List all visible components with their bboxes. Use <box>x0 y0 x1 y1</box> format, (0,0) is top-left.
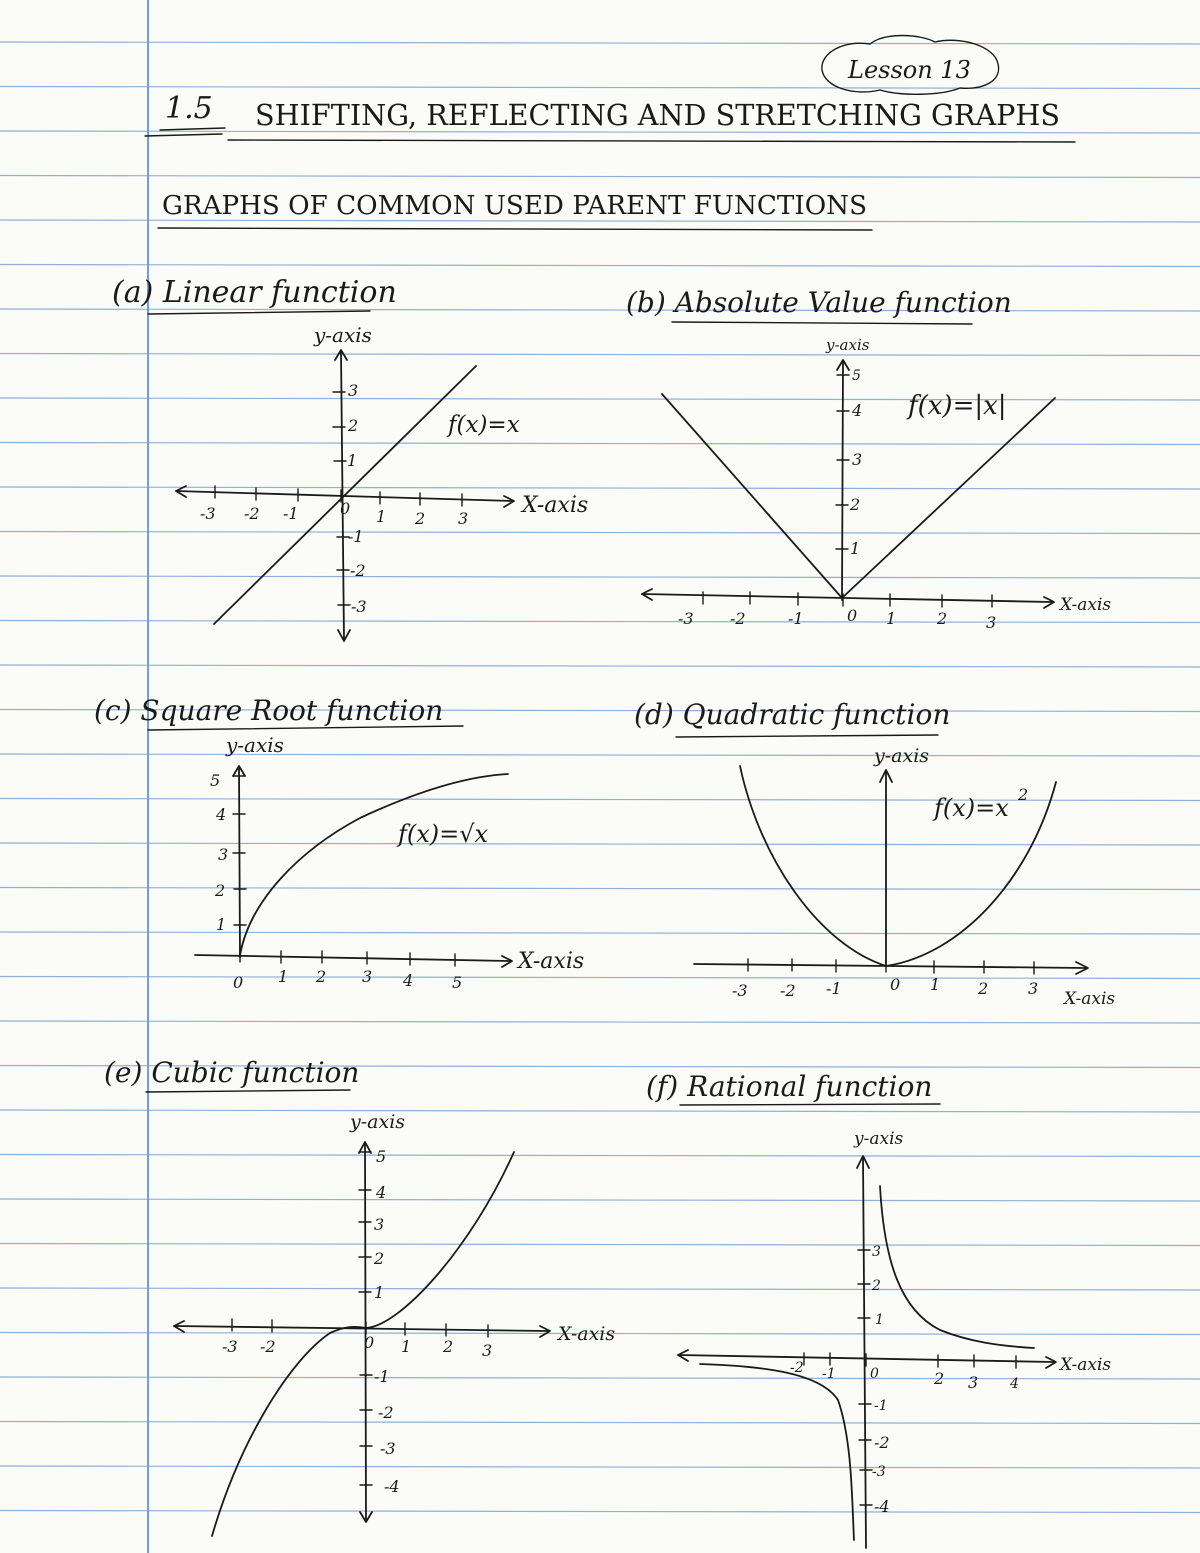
graph-d-x-tick-label: 1 <box>930 975 941 994</box>
graph-e-y-tick-label: -4 <box>384 1477 400 1496</box>
graph-f-x-tick-label: 4 <box>1010 1376 1019 1392</box>
graph-f-x-tick-label: 3 <box>968 1373 979 1392</box>
graph-f-y-axis-label: y-axis <box>854 1129 904 1149</box>
graph-b-y-axis-label: y-axis <box>826 336 870 354</box>
graph-c-y-axis-label: y-axis <box>226 733 284 757</box>
graph-e-y-tick-label: -1 <box>374 1367 390 1386</box>
graph-a-x-axis-label: X-axis <box>522 493 589 518</box>
graph-f-y-tick-label: -1 <box>874 1398 888 1414</box>
graph-linear <box>112 275 588 641</box>
graph-b-x-tick-label: -1 <box>788 609 804 628</box>
graph-b-y-tick-label: 4 <box>852 401 863 420</box>
graph-b-label: (b) Absolute Value function <box>626 286 1012 319</box>
graph-f-x-tick-label: 0 <box>870 1366 879 1382</box>
graph-e-y-tick-label: 4 <box>376 1183 387 1202</box>
graph-b-x-tick-label: 3 <box>986 613 997 632</box>
graph-a-x-tick-label: 0 <box>340 499 351 518</box>
graph-a-x-tick-label: 2 <box>415 509 426 528</box>
graph-a-y-axis-label: y-axis <box>314 323 372 347</box>
graph-c-y-tick-label: 4 <box>216 805 227 824</box>
graph-f-curve-left <box>700 1364 854 1540</box>
graph-e-y-tick-label: 5 <box>376 1147 387 1166</box>
graph-a-x-tick-label: -1 <box>283 504 299 523</box>
graph-d-equation: f(x)=x <box>934 794 1009 822</box>
graph-b-equation: f(x)=|x| <box>908 391 1007 421</box>
graph-e-y-tick-label: -2 <box>378 1403 394 1422</box>
section-number: 1.5 <box>165 91 213 126</box>
graph-d-x-tick-label: 0 <box>890 975 901 994</box>
graph-a-y-tick-label: -2 <box>350 561 366 580</box>
graph-d-x-tick-label: 2 <box>978 979 989 998</box>
graph-a-x-tick-label: 3 <box>458 509 469 528</box>
graph-c-x-tick-label: 5 <box>452 973 463 992</box>
graph-c-curve <box>240 774 508 955</box>
graph-a-y-tick-label: 3 <box>348 381 359 400</box>
graph-c-y-tick-label: 2 <box>215 881 226 900</box>
graph-b-x-axis-label: X-axis <box>1060 595 1112 615</box>
graph-e-x-tick-label: 0 <box>364 1333 375 1352</box>
graph-c-x-tick-label: 1 <box>278 967 289 986</box>
graph-e-y-tick-label: 1 <box>374 1283 385 1302</box>
graph-f-y-axis <box>863 1158 866 1548</box>
graph-e-x-tick-label: -3 <box>222 1337 238 1356</box>
graph-b-x-tick-label: 1 <box>886 609 897 628</box>
graph-c-x-tick-label: 2 <box>316 967 327 986</box>
graph-absolute-value <box>626 286 1111 632</box>
graph-d-x-tick-label: -2 <box>780 981 796 1000</box>
graph-b-y-tick-label: 5 <box>852 368 861 384</box>
graph-a-equation: f(x)=x <box>448 412 520 438</box>
graph-e-x-tick-label: 3 <box>482 1341 493 1360</box>
graph-a-label: (a) Linear function <box>112 275 397 310</box>
graph-b-y-tick-label: 1 <box>850 539 861 558</box>
graph-f-x-tick-label: -2 <box>790 1360 804 1376</box>
graph-rational <box>646 1070 1111 1548</box>
graph-a-x-tick-label: 1 <box>376 507 387 526</box>
graph-b-y-tick-label: 3 <box>852 450 863 469</box>
graph-a-y-tick-label: -3 <box>351 597 367 616</box>
graph-b-x-tick-label: -2 <box>730 609 746 628</box>
graph-a-y-tick-label: -1 <box>348 527 364 546</box>
graph-f-y-tick-label: 3 <box>872 1244 881 1260</box>
graph-c-x-axis-label: X-axis <box>518 949 585 974</box>
ruled-lines <box>0 42 1200 1513</box>
graph-a-x-tick-label: -3 <box>200 504 216 523</box>
graph-f-y-tick-label: -4 <box>874 1497 890 1516</box>
graph-cubic <box>104 1056 615 1536</box>
graph-f-x-tick-label: -1 <box>822 1366 836 1382</box>
graph-e-x-tick-label: 1 <box>401 1337 412 1356</box>
graph-e-y-axis-label: y-axis <box>350 1111 406 1133</box>
graph-b-y-tick-label: 2 <box>850 495 861 514</box>
page-subtitle: GRAPHS OF COMMON USED PARENT FUNCTIONS <box>162 191 867 221</box>
lesson-tag-text: Lesson 13 <box>848 56 971 84</box>
graph-c-y-tick-label: 3 <box>218 845 229 864</box>
graph-a-x-tick-label: -2 <box>244 504 260 523</box>
graph-a-y-tick-label: 1 <box>347 451 358 470</box>
graph-f-y-tick-label: 2 <box>872 1278 881 1294</box>
graph-d-x-tick-label: -3 <box>732 981 748 1000</box>
graph-e-label: (e) Cubic function <box>104 1056 360 1089</box>
page-title: SHIFTING, REFLECTING AND STRETCHING GRAPHS <box>255 98 1060 132</box>
graph-e-y-tick-label: -3 <box>380 1439 396 1458</box>
graph-c-x-tick-label: 0 <box>233 973 244 992</box>
graph-d-x-tick-label: -1 <box>826 979 842 998</box>
graph-b-x-tick-label: 2 <box>937 609 948 628</box>
graph-d-x-axis-label: X-axis <box>1064 989 1116 1009</box>
graph-e-x-tick-label: 2 <box>443 1337 454 1356</box>
graph-c-x-tick-label: 3 <box>362 967 373 986</box>
graph-d-label: (d) Quadratic function <box>634 698 951 731</box>
graph-c-equation: f(x)=√x <box>398 820 489 848</box>
graph-c-y-tick-label: 1 <box>216 915 227 934</box>
graph-d-y-axis-label: y-axis <box>874 745 930 767</box>
graph-e-y-tick-label: 2 <box>374 1249 385 1268</box>
graph-e-x-tick-label: -2 <box>260 1337 276 1356</box>
graph-quadratic <box>634 698 1115 1009</box>
graph-e-x-axis-label: X-axis <box>558 1323 616 1345</box>
graph-f-x-tick-label: 2 <box>934 1369 945 1388</box>
graph-b-y-axis <box>842 362 843 600</box>
graph-d-exponent: 2 <box>1018 785 1029 804</box>
graph-a-curve <box>214 366 476 624</box>
graph-c-y-tick-label: 5 <box>210 771 221 790</box>
graph-f-y-tick-label: -2 <box>874 1433 890 1452</box>
graph-f-curve-right <box>880 1186 1034 1348</box>
graph-c-y-axis <box>239 768 240 957</box>
graph-e-curve <box>212 1152 514 1536</box>
lesson-tag <box>822 36 999 95</box>
graph-c-label: (c) Square Root function <box>94 694 444 727</box>
graph-f-x-axis-label: X-axis <box>1060 1355 1112 1375</box>
graph-b-x-tick-label: -3 <box>678 609 694 628</box>
graph-f-y-tick-label: -3 <box>872 1464 886 1480</box>
graph-c-x-axis <box>195 955 510 961</box>
graph-f-y-tick-label: 1 <box>875 1312 884 1328</box>
graph-b-x-tick-label: 0 <box>847 606 858 625</box>
graph-c-x-tick-label: 4 <box>403 971 414 990</box>
graph-f-label: (f) Rational function <box>646 1070 933 1103</box>
graph-a-y-tick-label: 2 <box>348 416 359 435</box>
graph-d-x-tick-label: 3 <box>1028 979 1039 998</box>
graph-e-y-tick-label: 3 <box>374 1215 385 1234</box>
